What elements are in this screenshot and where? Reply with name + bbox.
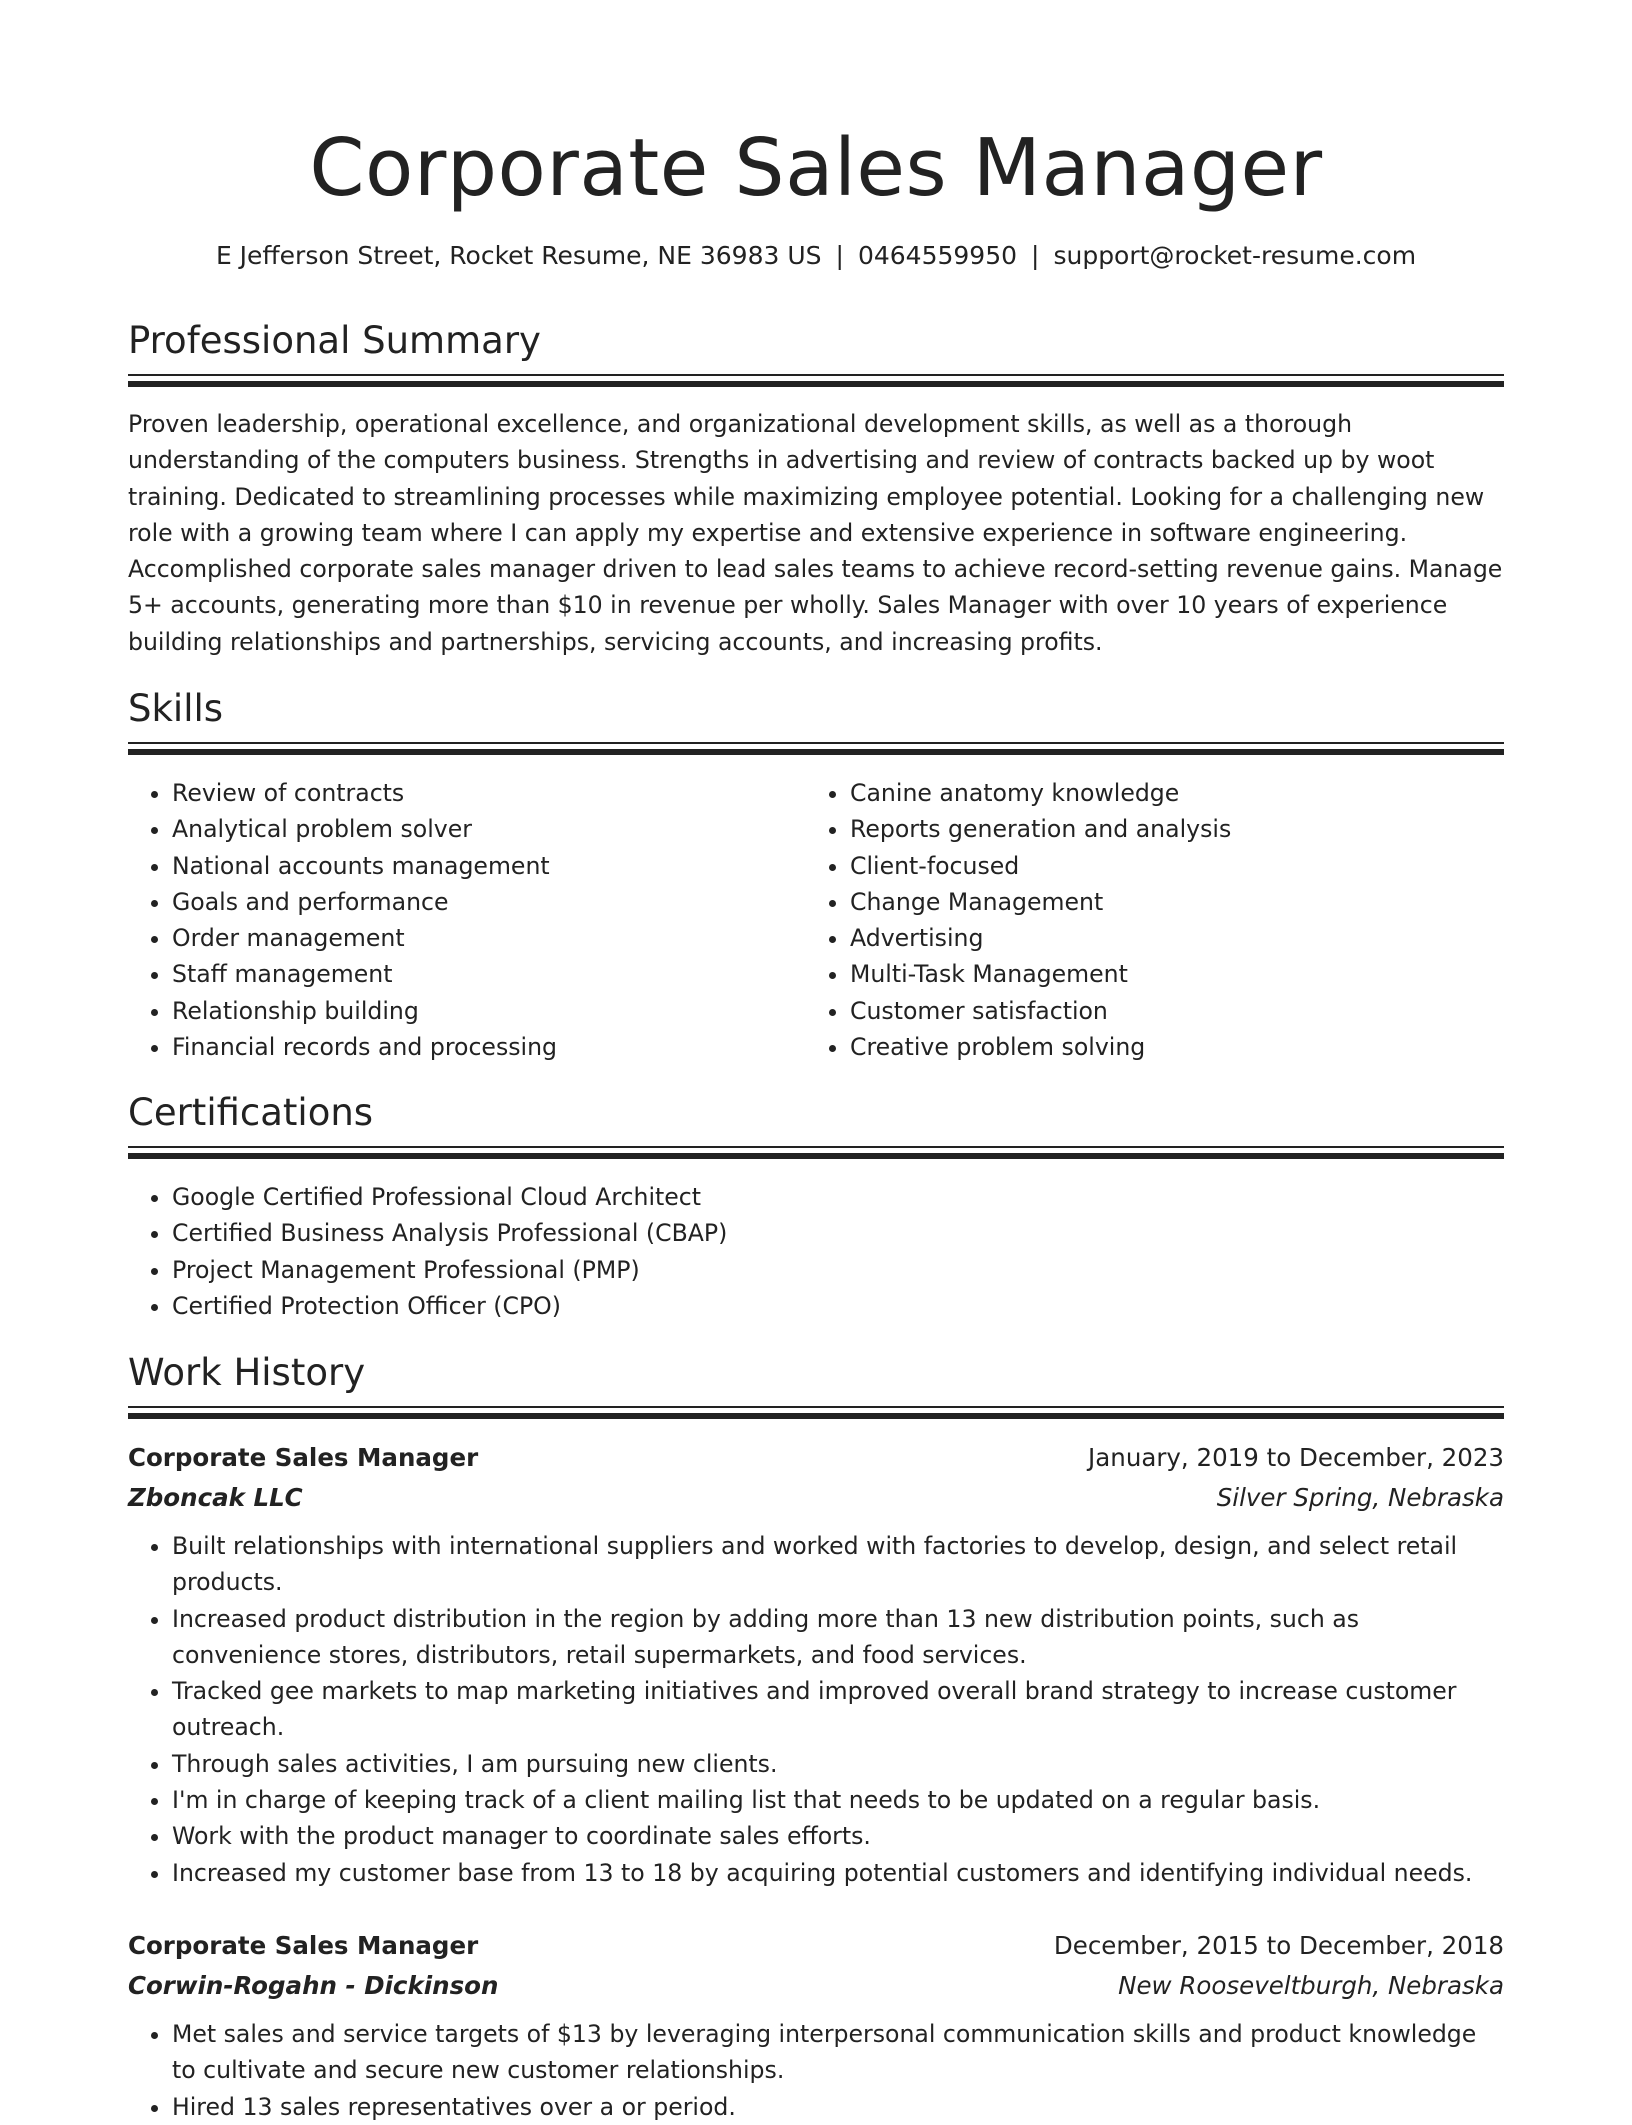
section-divider [128,742,1504,755]
job-header-row [128,1438,1504,1478]
resume-name: Corporate Sales Manager [309,122,1323,214]
skills-list-left [128,775,788,1065]
certification-item: • Certified Protection Officer (CPO) [172,1288,1504,1324]
job-duty: • Increased my customer base from 13 to 18 by acquiring potential customers and identifying individual needs. [172,1855,1504,1891]
job-title: Corporate Sales Manager [128,1443,479,1472]
section-title-skills: Skills [128,687,224,730]
job-dates: January, 2019 to December, 2023 [1088,1443,1504,1472]
certifications-block [128,1179,1504,1324]
job-duty: • Hired 13 sales representatives over a or period. [172,2089,1504,2125]
section-divider [128,374,1504,387]
section-divider [128,1406,1504,1419]
certification-item: • Google Certified Professional Cloud Architect [172,1179,1504,1215]
job-dates: December, 2015 to December, 2018 [1053,1931,1504,1960]
certification-item: • Project Management Professional (PMP) [172,1252,1504,1288]
job-duty: • Work with the product manager to coordinate sales efforts. [172,1818,1504,1854]
job-location: Silver Spring, Nebraska [1216,1483,1504,1512]
skill-item: • Relationship building [172,993,788,1029]
skill-item: • Creative problem solving [850,1029,1466,1065]
job-company: Corwin-Rogahn - Dickinson [128,1971,499,2000]
job-company-row [128,1966,1504,2006]
contact-separator: | [835,241,844,270]
job-entry [128,1438,1504,1891]
certification-item: • Certified Business Analysis Professional (CBAP) [172,1215,1504,1251]
skill-item: • National accounts management [172,848,788,884]
job-duty: • Met sales and service targets of $13 by leveraging interpersonal communication skills and product knowledge to cultivate and secure new customer relationships. [172,2016,1504,2089]
skill-item: • Change Management [850,884,1466,920]
contact-separator: | [1031,241,1040,270]
skill-item: • Multi-Task Management [850,956,1466,992]
skill-item: • Financial records and processing [172,1029,788,1065]
job-title: Corporate Sales Manager [128,1931,479,1960]
job-location: New Rooseveltburgh, Nebraska [1118,1971,1504,2000]
skill-item: • Advertising [850,920,1466,956]
job-duties-list [128,2016,1504,2125]
skill-item: • Goals and performance [172,884,788,920]
section-divider [128,1146,1504,1159]
contact-line [128,238,1504,274]
contact-phone: 0464559950 [857,241,1018,270]
skills-list-right [806,775,1466,1065]
skill-item: • Analytical problem solver [172,811,788,847]
skills-column-left [128,775,788,1065]
section-title-work-history: Work History [128,1351,366,1394]
skill-item: • Review of contracts [172,775,788,811]
job-duty: • Tracked gee markets to map marketing initiatives and improved overall brand strategy to increase customer outreach. [172,1673,1504,1746]
skill-item: • Staff management [172,956,788,992]
job-header-row [128,1926,1504,1966]
section-title-summary: Professional Summary [128,319,541,362]
job-duty: • Built relationships with international suppliers and worked with factories to develop, design, and select retail products. [172,1528,1504,1601]
job-company-row [128,1478,1504,1518]
job-duty: • I'm in charge of keeping track of a client mailing list that needs to be updated on a regular basis. [172,1782,1504,1818]
contact-address: E Jefferson Street, Rocket Resume, NE 36983 US [215,241,822,270]
job-entry [128,1926,1504,2125]
skills-column-right [806,775,1466,1065]
skill-item: • Customer satisfaction [850,993,1466,1029]
skill-item: • Order management [172,920,788,956]
section-title-certifications: Certifications [128,1091,374,1134]
contact-email: support@rocket-resume.com [1053,241,1417,270]
job-duty: • Through sales activities, I am pursuing new clients. [172,1746,1504,1782]
skill-item: • Reports generation and analysis [850,811,1466,847]
skill-item: • Client-focused [850,848,1466,884]
job-duties-list [128,1528,1504,1891]
job-duty: • Increased product distribution in the region by adding more than 13 new distribution points, such as convenience stores, distributors, retail supermarkets, and food services. [172,1601,1504,1674]
skill-item: • Canine anatomy knowledge [850,775,1466,811]
certifications-list [128,1179,1504,1324]
job-company: Zboncak LLC [128,1483,303,1512]
summary-text: Proven leadership, operational excellence, and organizational development skills, as well as a thorough understanding of the computers business. Strengths in advertising and review of contracts backed up by woot training. Dedicated to streamlining processes while maximizing employee potential. Looking for a challenging new role with a growing team where I can apply my expertise and extensive experience in software engineering. Accomplished corporate sales manager driven to lead sales teams to achieve record-setting revenue gains. Manage 5+ accounts, generating more than $10 in revenue per wholly. Sales Manager with over 10 years of experience building relationships and partnerships, servicing accounts, and increasing profits. [128,410,1503,656]
